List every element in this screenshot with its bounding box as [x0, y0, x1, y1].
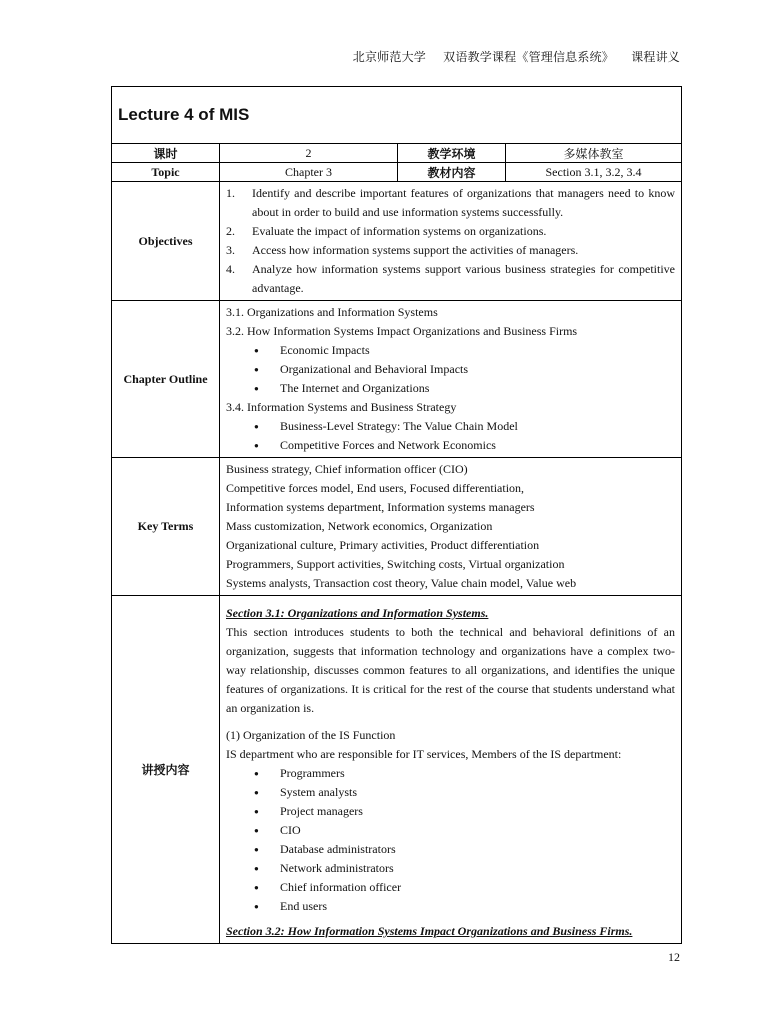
material-label: 教材内容: [398, 163, 506, 182]
is-function-text: IS department who are responsible for IT services, Members of the IS department:: [226, 747, 622, 761]
key-terms-line: Mass customization, Network economics, Organization: [226, 519, 493, 533]
list-item: ● Chief information officer: [226, 878, 675, 897]
outline-label: Chapter Outline: [112, 301, 220, 458]
objective-item: 1. Identify and describe important features of organizations that managers need to know about in order to build and use information systems successfully.: [226, 186, 675, 219]
list-item: ● Programmers: [226, 764, 675, 783]
list-item: ● Project managers: [226, 802, 675, 821]
key-terms-line: Systems analysts, Transaction cost theory, Value chain model, Value web: [226, 576, 577, 590]
list-item: ● CIO: [226, 821, 675, 840]
list-item: ● Organizational and Behavioral Impacts: [226, 360, 675, 379]
content-label: 讲授内容: [112, 596, 220, 944]
objective-item: 2. Evaluate the impact of information systems on organizations.: [226, 224, 547, 238]
list-item: ● Business-Level Strategy: The Value Chain Model: [226, 417, 675, 436]
env-value: 多媒体教室: [506, 144, 682, 163]
objectives-label: Objectives: [112, 182, 220, 301]
section-3-1-paragraph: This section introduces students to both the technical and behavioral definitions of an organization, suggests that information technology and organizations have a complex two-way relationship, discusses common features to all organizations, and identifies the unique features of organizations. It is critical for the rest of the course that students understand what an organization is.: [226, 625, 675, 715]
hours-label: 课时: [112, 144, 220, 163]
section-3-2-heading: Section 3.2: How Information Systems Impact Organizations and Business Firms.: [226, 924, 633, 938]
key-terms-line: Information systems department, Information systems managers: [226, 500, 535, 514]
list-item: ● The Internet and Organizations: [226, 379, 675, 398]
lecture-title: Lecture 4 of MIS: [112, 87, 682, 144]
key-terms-cell: [220, 458, 682, 596]
list-item: ● Competitive Forces and Network Economics: [226, 436, 675, 455]
key-terms-line: Programmers, Support activities, Switching costs, Virtual organization: [226, 557, 565, 571]
topic-label: Topic: [112, 163, 220, 182]
list-item: ● System analysts: [226, 783, 675, 802]
page-header: [339, 48, 680, 65]
material-value: Section 3.1, 3.2, 3.4: [506, 163, 682, 182]
list-item: ● Network administrators: [226, 859, 675, 878]
header-doc-type: 课程讲义: [631, 50, 680, 64]
page-number: 12: [668, 950, 680, 964]
outline-3-2-list: [226, 341, 675, 398]
is-members-list: [226, 764, 675, 916]
hours-value: 2: [220, 144, 398, 163]
outline-3-4-list: [226, 417, 675, 455]
lecture-table: [111, 86, 682, 944]
objective-item: 3. Access how information systems support the activities of managers.: [226, 243, 579, 257]
key-terms-line: Business strategy, Chief information officer (CIO): [226, 462, 468, 476]
header-university: 北京师范大学: [352, 50, 426, 64]
is-function-heading: (1) Organization of the IS Function: [226, 728, 396, 742]
list-item: ● End users: [226, 897, 675, 916]
env-label: 教学环境: [398, 144, 506, 163]
content-cell: [220, 596, 682, 944]
topic-value: Chapter 3: [220, 163, 398, 182]
objectives-cell: [220, 182, 682, 301]
objective-item: 4. Analyze how information systems support various business strategies for competitive advantage.: [226, 262, 675, 295]
header-course: 双语教学课程《管理信息系统》: [443, 50, 614, 64]
list-item: ● Database administrators: [226, 840, 675, 859]
list-item: ● Economic Impacts: [226, 341, 675, 360]
key-terms-label: Key Terms: [112, 458, 220, 596]
key-terms-line: Organizational culture, Primary activities, Product differentiation: [226, 538, 540, 552]
outline-section-3-1: 3.1. Organizations and Information Systems: [226, 305, 438, 319]
section-3-1-heading: Section 3.1: Organizations and Information Systems.: [226, 606, 489, 620]
outline-section-3-4: 3.4. Information Systems and Business Strategy: [226, 400, 457, 414]
objectives-list: [226, 184, 675, 298]
outline-cell: [220, 301, 682, 458]
outline-section-3-2: 3.2. How Information Systems Impact Organizations and Business Firms: [226, 324, 578, 338]
key-terms-line: Competitive forces model, End users, Focused differentiation,: [226, 481, 525, 495]
